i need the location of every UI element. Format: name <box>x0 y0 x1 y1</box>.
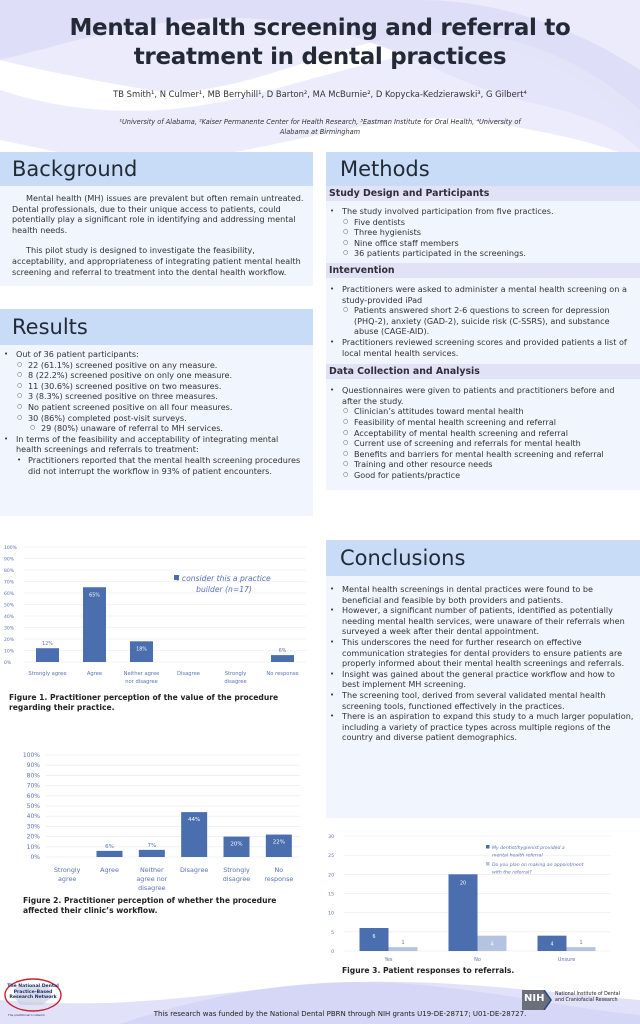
data-label: 65% <box>89 593 100 599</box>
data-label: 6% <box>105 843 114 850</box>
data-label: 4 <box>490 942 494 948</box>
methods-heading: Methods <box>326 152 640 186</box>
y-tick-label: 40% <box>4 615 15 620</box>
pbrn-line: The National Dental <box>7 984 59 989</box>
list-item: • However, a significant number of patients, identified as potentially needing mental health services, were unaware of their referrals when surveyed a week after their dental appointment. <box>326 605 634 637</box>
bar <box>83 587 106 662</box>
list-item: • Questionnaires were given to patients and practitioners before and after the study. <box>326 385 634 406</box>
y-tick-label: 0% <box>4 661 12 666</box>
list-item: ○ 8 (22.2%) screened positive on only one measure. <box>0 370 305 381</box>
list-item: ○ Acceptability of mental health screening and referral <box>326 428 634 439</box>
y-tick-label: 90% <box>4 557 15 563</box>
pbrn-line: Research Network <box>9 995 57 1001</box>
figure-3-caption: Figure 3. Patient responses to referrals. <box>342 966 515 975</box>
y-tick-label: 80% <box>4 569 15 574</box>
funding-statement: This research was funded by the National Dental PBRN through NIH grants U19-DE-28717; U01-DE-28727. <box>153 1010 527 1018</box>
y-tick-label: 50% <box>4 603 15 609</box>
list-item: ○ 29 (80%) unaware of referral to MH services. <box>0 423 305 434</box>
y-tick-label: 100% <box>22 752 40 759</box>
background-section <box>0 152 313 286</box>
background-paragraph: Mental health (MH) issues are prevalent but often remain untreated. Dental professionals, due to their unique access to patients, could potentially play a significant role in identifying and addressing mental health needs. <box>12 193 304 235</box>
data-label: 44% <box>188 817 201 824</box>
y-tick-label: 80% <box>26 772 40 780</box>
legend-label: Do you plan on making an appointment with the referral? <box>492 863 584 876</box>
x-tick-label: Agree <box>100 866 119 874</box>
list-item: ○ No patient screened positive on all four measures. <box>0 402 305 413</box>
list-item: ○ 3 (8.3%) screened positive on three measures. <box>0 391 305 402</box>
x-tick-label: No response <box>266 671 299 677</box>
list-item: ○ Clinician’s attitudes toward mental health <box>326 406 634 417</box>
y-tick-label: 60% <box>4 592 15 597</box>
x-tick-label: Disagree <box>179 866 209 874</box>
data-label: 12% <box>42 642 53 648</box>
list-item: • Mental health screenings in dental practices were found to be beneficial and feasible by both providers and patients. <box>326 584 634 605</box>
x-tick-label: Disagree <box>176 671 201 677</box>
x-tick-label: Strongly agree <box>28 671 67 677</box>
background-heading: Background <box>0 152 313 186</box>
background-body <box>0 186 313 286</box>
legend-swatch <box>486 862 490 866</box>
list-item: ○ Feasibility of mental health screening and referral <box>326 417 634 428</box>
bar <box>389 947 418 951</box>
legend-label: I consider this a practice builder (n=17) <box>177 574 271 594</box>
list-item: ○ 22 (61.1%) screened positive on any measure. <box>0 360 305 371</box>
results-body <box>0 345 313 516</box>
y-tick-label: 0% <box>30 854 40 861</box>
y-tick-label: 30% <box>26 823 40 831</box>
legend-swatch <box>486 845 490 849</box>
x-tick-label: No <box>474 957 481 963</box>
x-tick-label: Strongly disagree <box>224 671 247 685</box>
bar <box>567 947 596 951</box>
y-tick-label: 10% <box>4 649 15 655</box>
list-item: ○ Training and other resource needs <box>326 459 634 470</box>
conclusions-section <box>326 540 640 818</box>
nih-institute-name <box>555 992 620 1004</box>
data-label: 20 <box>459 881 467 887</box>
y-tick-label: 70% <box>26 782 40 790</box>
list-item: • In terms of the feasibility and acceptability of integrating mental health screenings and referrals to treatment: <box>0 434 305 455</box>
authors: TB Smith¹, N Culmer¹, MB Berryhill¹, D Barton², MA McBurnie², D Kopycka-Kedzierawski³, G Gilbert⁴ <box>113 89 527 99</box>
y-tick-label: 0 <box>331 950 334 955</box>
data-label: 4 <box>550 942 554 948</box>
figure-3-chart <box>320 826 640 966</box>
y-tick-label: 10 <box>328 911 334 917</box>
list-item: • Insight was gained about the general practice workflow and how to best implement MH screening. <box>326 669 634 690</box>
list-item: ○ Current use of screening and referrals for mental health <box>326 438 634 449</box>
conclusions-heading: Conclusions <box>326 540 640 576</box>
data-label: 20% <box>230 841 243 848</box>
data-collection-subheading: Data Collection and Analysis <box>326 364 640 379</box>
x-tick-label: Unsure <box>557 957 576 963</box>
affiliations: ¹University of Alabama, ²Kaiser Permanente Center for Health Research, ³Eastman Institute for Oral Health, ⁴University of Alabama at Birmingham <box>119 118 521 136</box>
data-label: 6% <box>278 649 287 655</box>
list-item: • Out of 36 patient participants: <box>0 349 305 360</box>
results-heading: Results <box>0 309 313 345</box>
x-tick-label: No response <box>264 866 294 883</box>
x-tick-label: Neither agree nor disagree <box>136 866 168 892</box>
intervention-body <box>326 278 640 364</box>
x-tick-label: Strongly disagree <box>222 866 251 883</box>
study-design-body <box>326 201 640 263</box>
y-tick-label: 20% <box>26 833 40 841</box>
data-label: 7% <box>147 842 157 849</box>
bar <box>97 851 123 857</box>
data-collection-body <box>326 379 640 490</box>
bar <box>266 835 292 857</box>
y-tick-label: 10% <box>26 843 40 851</box>
data-label: 18% <box>136 647 147 653</box>
x-tick-label: Strongly agree <box>53 866 81 883</box>
data-label: 1 <box>579 941 583 947</box>
study-design-subheading: Study Design and Participants <box>326 186 640 201</box>
nih-institute-line: and Craniofacial Research <box>555 998 618 1003</box>
intervention-subheading: Intervention <box>326 263 640 278</box>
pbrn-line: Practice-Based <box>13 989 53 995</box>
y-tick-label: 25 <box>328 854 334 860</box>
data-label: 22% <box>272 839 285 846</box>
list-item: • The screening tool, derived from several validated mental health screening tools, functioned effectively in the practices. <box>326 690 634 711</box>
figure-1-caption: Figure 1. Practitioner perception of the value of the procedure regarding their practice. <box>9 693 279 712</box>
y-tick-label: 15 <box>328 892 334 898</box>
list-item: • This underscores the need for further research on effective communication strategies for dental providers to ensure patients are properly informed about their mental health screenings and referrals. <box>326 637 634 669</box>
conclusions-body <box>326 576 640 818</box>
list-item: • There is an aspiration to expand this study to a much larger population, including a variety of practice types across multiple regions of the country and diverse patient demographics. <box>326 711 634 743</box>
nih-logo-text: NIH <box>524 993 545 1004</box>
list-item: ○ Benefits and barriers for mental health screening and referral <box>326 449 634 460</box>
y-tick-label: 30% <box>4 626 15 632</box>
list-item: ○ Three hygienists <box>326 227 634 238</box>
x-tick-label: Agree <box>86 671 103 677</box>
list-item: • Practitioners were asked to administer a mental health screening on a study-provided iPad <box>326 284 634 305</box>
data-label: 6 <box>372 935 376 940</box>
list-item: ○ Good for patients/practice <box>326 470 634 481</box>
nih-institute-line: National Institute of Dental <box>555 992 620 997</box>
list-item: • Practitioners reported that the mental health screening procedures did not interrupt the workflow in 93% of patient encounters. <box>0 455 305 476</box>
bar <box>36 648 59 662</box>
figure-2-chart <box>0 740 320 892</box>
list-item: • The study involved participation from five practices. <box>326 206 634 217</box>
background-paragraph: This pilot study is designed to investigate the feasibility, acceptability, and appropriateness of integrating patient mental health screening and referral to treatment into the dental health workflow. <box>12 245 301 277</box>
x-tick-label: Neither agree nor disagree <box>123 671 160 685</box>
nih-logo <box>522 989 640 1011</box>
y-tick-label: 5 <box>331 930 334 936</box>
y-tick-label: 50% <box>26 803 40 810</box>
y-tick-label: 100% <box>4 546 17 551</box>
data-label: 1 <box>401 941 405 947</box>
y-tick-label: 70% <box>4 580 15 586</box>
list-item: ○ Patients answered short 2-6 questions to screen for depression (PHQ-2), anxiety (GAD-2), suicide risk (C-SSRS), and substance abuse (CAGE-AID). <box>326 305 634 337</box>
list-item: ○ Five dentists <box>326 217 634 228</box>
poster-title: Mental health screening and referral to treatment in dental practices <box>69 15 571 70</box>
pbrn-logo <box>2 975 64 1020</box>
list-item: ○ 30 (86%) completed post-visit surveys. <box>0 413 305 424</box>
results-section <box>0 309 313 516</box>
list-item: ○ Nine office staff members <box>326 238 634 249</box>
y-tick-label: 90% <box>26 762 40 770</box>
methods-section <box>326 152 640 490</box>
bar <box>139 850 165 857</box>
list-item: • Practitioners reviewed screening scores and provided patients a list of local mental health services. <box>326 337 634 358</box>
y-tick-label: 40% <box>26 813 40 821</box>
x-tick-label: Yes <box>384 957 393 963</box>
figure-1-chart <box>0 538 320 690</box>
y-tick-label: 20% <box>4 638 15 643</box>
pbrn-tagline: The practitioner's network <box>8 1013 45 1017</box>
y-tick-label: 20 <box>328 873 334 879</box>
legend-label: My dentist/hygienist provided a mental health referral <box>492 846 565 859</box>
figure-2-caption: Figure 2. Practitioner perception of whether the procedure affected their clinic’s workflow. <box>23 896 277 915</box>
list-item: ○ 36 patients participated in the screenings. <box>326 248 634 259</box>
list-item: ○ 11 (30.6%) screened positive on two measures. <box>0 381 305 392</box>
pbrn-logo-text <box>4 984 62 1001</box>
bar <box>271 655 294 662</box>
y-tick-label: 60% <box>26 792 40 800</box>
y-tick-label: 30 <box>328 835 334 840</box>
